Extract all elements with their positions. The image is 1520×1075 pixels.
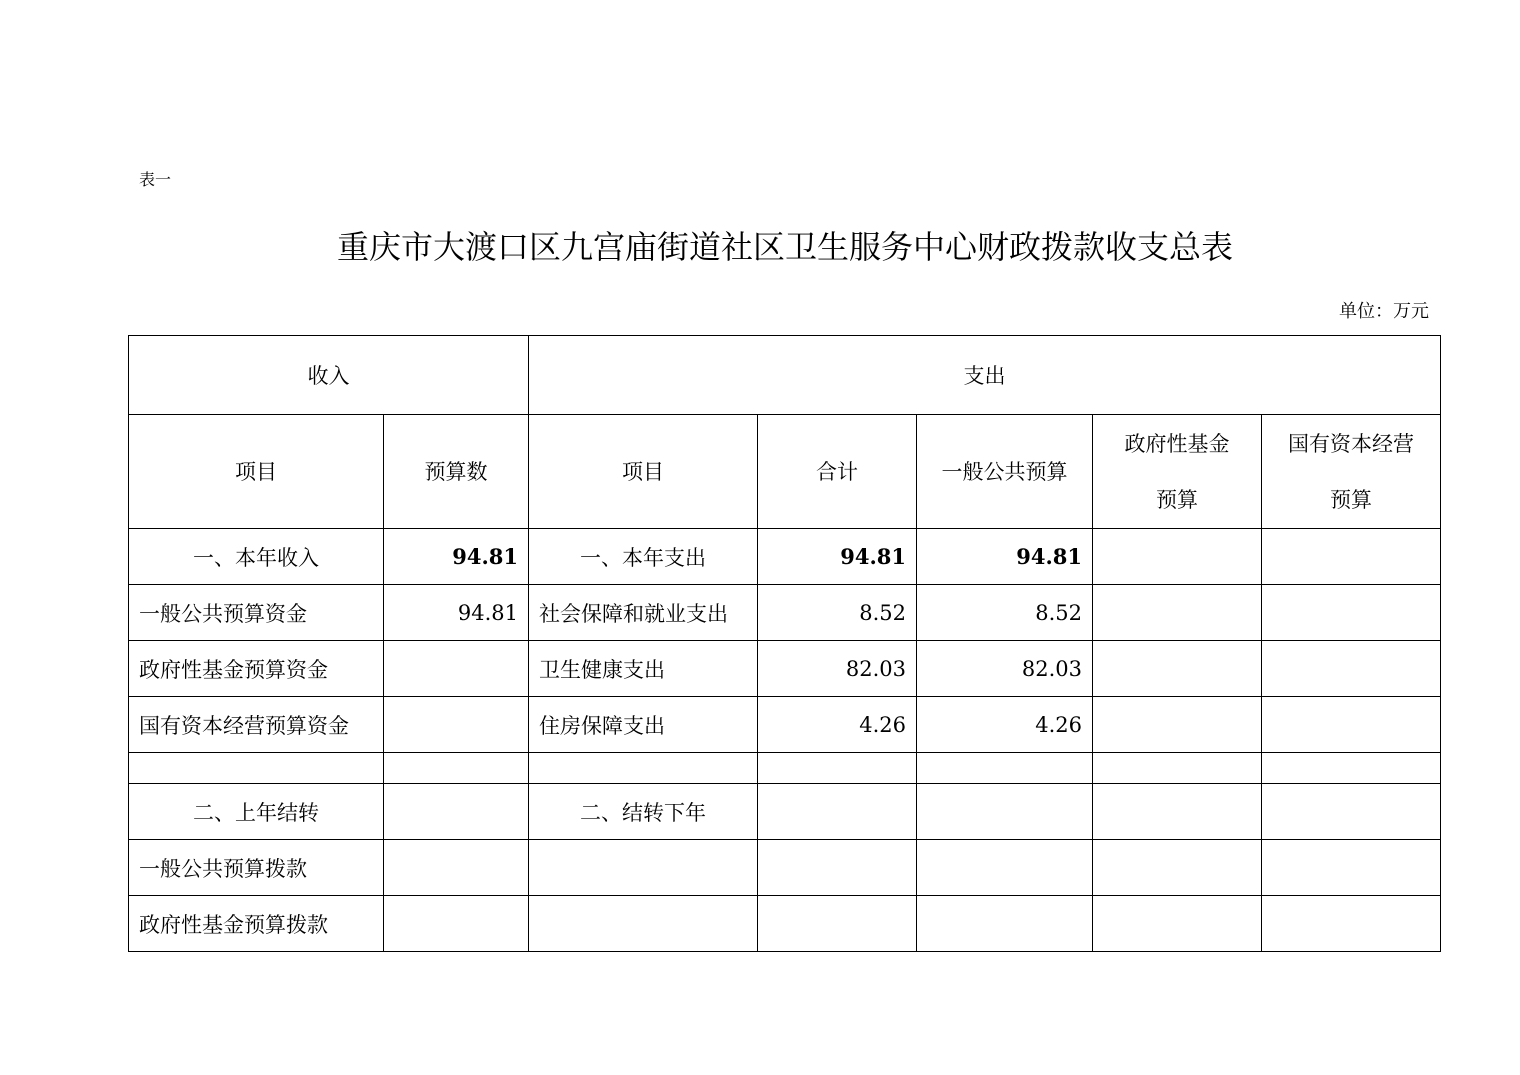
expense-item-cell xyxy=(529,840,758,896)
gov-fund-cell xyxy=(1093,529,1262,585)
table-row xyxy=(129,753,1441,784)
col-income-item: 项目 xyxy=(129,415,384,529)
general-budget-cell xyxy=(917,896,1093,952)
table-row xyxy=(129,784,1441,840)
income-budget-cell xyxy=(384,697,529,753)
table-row xyxy=(129,641,1441,697)
state-capital-cell xyxy=(1262,753,1441,784)
income-item-cell: 政府性基金预算资金 xyxy=(129,641,384,697)
total-cell xyxy=(758,784,917,840)
income-item-cell: 一般公共预算拨款 xyxy=(129,840,384,896)
col-expense-item: 项目 xyxy=(529,415,758,529)
table-row xyxy=(129,840,1441,896)
budget-summary-table xyxy=(128,335,1441,952)
col-general-budget: 一般公共预算 xyxy=(917,415,1093,529)
general-budget-cell xyxy=(917,753,1093,784)
expense-item-cell: 一、本年支出 xyxy=(529,529,758,585)
income-item-cell: 二、上年结转 xyxy=(129,784,384,840)
state-capital-cell xyxy=(1262,840,1441,896)
income-item-cell: 一般公共预算资金 xyxy=(129,585,384,641)
income-budget-cell xyxy=(384,896,529,952)
state-capital-cell xyxy=(1262,641,1441,697)
general-budget-cell: 4.26 xyxy=(917,697,1093,753)
expense-header: 支出 xyxy=(529,336,1441,415)
page-title: 重庆市大渡口区九宫庙街道社区卫生服务中心财政拨款收支总表 xyxy=(336,228,1233,266)
general-budget-cell xyxy=(917,840,1093,896)
table-row xyxy=(129,896,1441,952)
income-item-cell: 一、本年收入 xyxy=(129,529,384,585)
expense-item-cell xyxy=(529,753,758,784)
col-gov-fund-budget xyxy=(1093,415,1262,529)
expense-item-cell: 卫生健康支出 xyxy=(529,641,758,697)
income-budget-cell xyxy=(384,753,529,784)
gov-fund-cell xyxy=(1093,840,1262,896)
expense-item-cell: 住房保障支出 xyxy=(529,697,758,753)
total-cell xyxy=(758,840,917,896)
income-budget-cell: 94.81 xyxy=(384,529,529,585)
general-budget-cell: 8.52 xyxy=(917,585,1093,641)
col-total: 合计 xyxy=(758,415,917,529)
income-budget-cell: 94.81 xyxy=(384,585,529,641)
income-budget-cell xyxy=(384,840,529,896)
state-capital-cell xyxy=(1262,697,1441,753)
total-cell: 8.52 xyxy=(758,585,917,641)
gov-fund-cell xyxy=(1093,697,1262,753)
total-cell xyxy=(758,753,917,784)
general-budget-cell xyxy=(917,784,1093,840)
table-row xyxy=(129,529,1441,585)
total-cell: 4.26 xyxy=(758,697,917,753)
state-capital-cell xyxy=(1262,585,1441,641)
total-cell: 94.81 xyxy=(758,529,917,585)
general-budget-cell: 82.03 xyxy=(917,641,1093,697)
col-gov-fund-line1: 政府性基金 xyxy=(1124,431,1230,456)
state-capital-cell xyxy=(1262,529,1441,585)
income-item-cell: 国有资本经营预算资金 xyxy=(129,697,384,753)
gov-fund-cell xyxy=(1093,641,1262,697)
total-cell: 82.03 xyxy=(758,641,917,697)
gov-fund-cell xyxy=(1093,784,1262,840)
table-row xyxy=(129,697,1441,753)
gov-fund-cell xyxy=(1093,896,1262,952)
col-state-capital-line2: 预算 xyxy=(1330,487,1373,512)
col-gov-fund-line2: 预算 xyxy=(1156,487,1198,512)
total-cell xyxy=(758,896,917,952)
table-row xyxy=(129,585,1441,641)
income-budget-cell xyxy=(384,784,529,840)
col-state-capital-budget xyxy=(1262,415,1441,529)
table-number-label: 表一 xyxy=(139,170,172,189)
income-header: 收入 xyxy=(129,336,529,415)
income-budget-cell xyxy=(384,641,529,697)
col-state-capital-line1: 国有资本经营 xyxy=(1288,431,1415,456)
gov-fund-cell xyxy=(1093,753,1262,784)
state-capital-cell xyxy=(1262,896,1441,952)
income-item-cell: 政府性基金预算拨款 xyxy=(129,896,384,952)
expense-item-cell xyxy=(529,896,758,952)
general-budget-cell: 94.81 xyxy=(917,529,1093,585)
group-header-row xyxy=(129,336,1441,415)
state-capital-cell xyxy=(1262,784,1441,840)
column-header-row xyxy=(129,415,1441,529)
expense-item-cell: 社会保障和就业支出 xyxy=(529,585,758,641)
income-item-cell xyxy=(129,753,384,784)
col-income-budget: 预算数 xyxy=(384,415,529,529)
unit-label: 单位：万元 xyxy=(1339,301,1429,322)
gov-fund-cell xyxy=(1093,585,1262,641)
expense-item-cell: 二、结转下年 xyxy=(529,784,758,840)
